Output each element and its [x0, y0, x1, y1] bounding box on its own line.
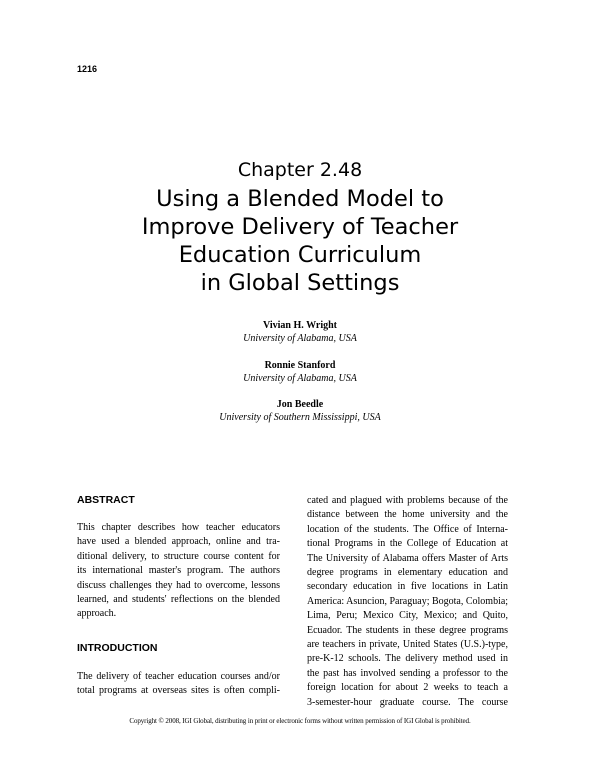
text-line: total programs at overseas sites is often compli- — [77, 685, 280, 697]
text-line: location of the students. The Office of Interna- — [307, 523, 508, 535]
title-line: Education Curriculum — [178, 242, 422, 268]
author-affiliation: University of Southern Mississippi, USA — [219, 412, 381, 423]
right-column-text — [307, 494, 508, 710]
text-line: This chapter describes how teacher educators — [77, 522, 280, 533]
text-line: America: Asuncion, Paraguay; Bogota, Colombia; — [307, 595, 509, 607]
title-line: in Global Settings — [200, 270, 400, 296]
abstract-heading: ABSTRACT — [77, 494, 135, 506]
chapter-title — [40, 185, 560, 297]
page-number: 1216 — [77, 64, 98, 74]
text-line: 3-semester-hour graduate course. The course — [307, 696, 508, 708]
title-line: Improve Delivery of Teacher — [141, 214, 459, 240]
text-line: degree programs in elementary education and — [307, 567, 508, 579]
text-line: tional Programs in the College of Education at — [307, 538, 508, 550]
text-line: the past has involved sending a professor to the — [307, 667, 508, 679]
author-block — [0, 319, 600, 345]
introduction-text — [77, 670, 280, 699]
introduction-heading: INTRODUCTION — [77, 642, 158, 654]
author-name: Jon Beedle — [276, 399, 324, 410]
author-name: Ronnie Stanford — [264, 360, 336, 371]
text-line: learned, and students' reflections on the blended — [77, 594, 280, 606]
text-line: foreign location for about 2 weeks to teach a — [307, 682, 508, 694]
text-line: The delivery of teacher education courses and/or — [77, 671, 280, 682]
text-line: cated and plagued with problems because of the — [307, 495, 508, 506]
chapter-label: Chapter 2.48 — [237, 159, 363, 181]
text-line: The University of Alabama offers Master of Arts — [307, 552, 508, 564]
text-line: Lima, Peru; Mexico City, Mexico; and Quito, — [307, 610, 508, 622]
abstract-text — [77, 521, 280, 622]
text-line: have used a blended approach, online and tra- — [77, 536, 280, 548]
author-name: Vivian H. Wright — [263, 320, 337, 331]
author-block — [0, 398, 600, 424]
text-line: ditional delivery, to structure course content for — [77, 550, 280, 562]
copyright-footer: Copyright © 2008, IGI Global, distributing in print or electronic forms without written permission of IGI Global is prohibited. — [129, 717, 471, 725]
text-line: Ecuador. The students in these degree programs — [307, 624, 508, 636]
text-line: secondary education in five locations in Latin — [307, 581, 508, 593]
author-affiliation: University of Alabama, USA — [243, 373, 357, 384]
text-line: distance between the home university and the — [307, 509, 508, 521]
title-line: Using a Blended Model to — [156, 186, 444, 212]
author-affiliation: University of Alabama, USA — [243, 333, 357, 344]
text-line: approach. — [77, 608, 117, 620]
text-line: its international master's program. The authors — [77, 565, 280, 577]
text-line: discuss challenges they had to overcome, lessons — [77, 579, 280, 591]
text-line: are teachers in private, United States (U.S.)-type, — [307, 639, 508, 651]
author-block — [0, 359, 600, 385]
text-line: pre-K-12 schools. The delivery method used in — [307, 653, 508, 665]
